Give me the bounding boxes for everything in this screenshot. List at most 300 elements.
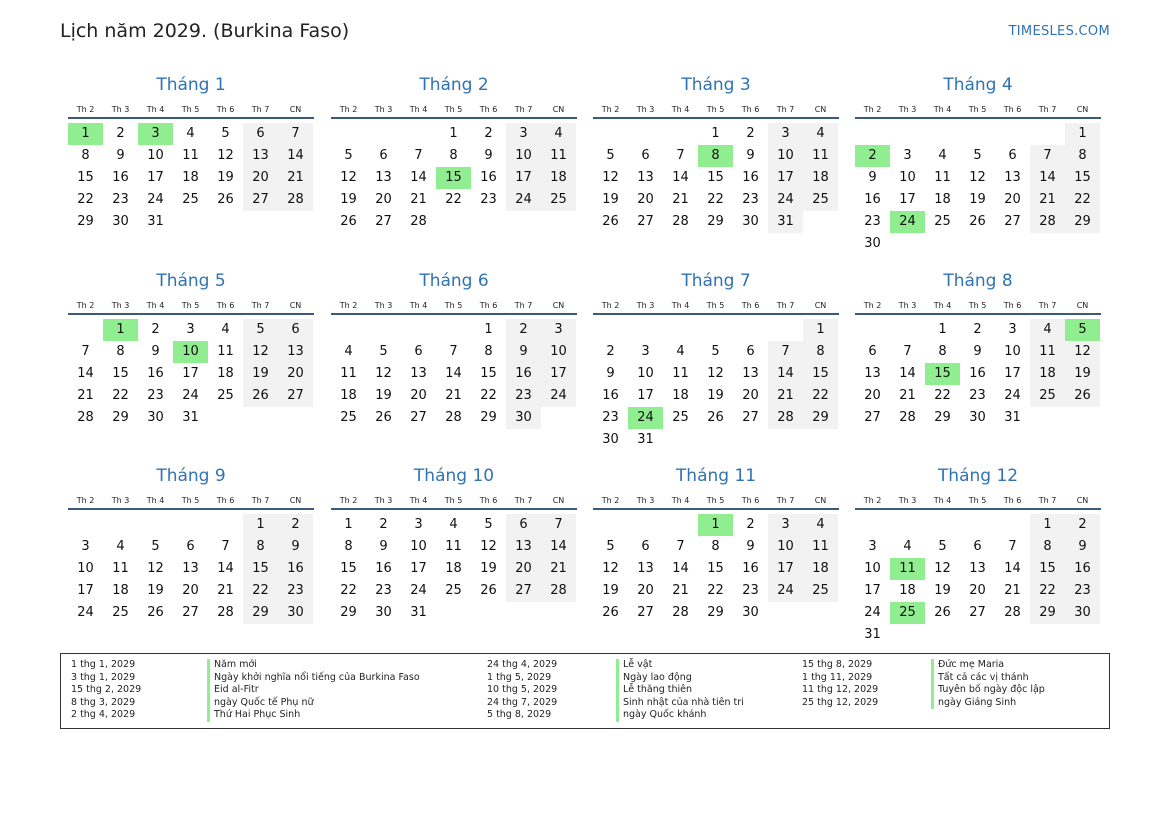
weekday-label: Th 6 bbox=[216, 105, 235, 114]
day-grid bbox=[593, 514, 838, 624]
month-block bbox=[331, 270, 577, 429]
day-cell: 10 bbox=[1004, 344, 1021, 359]
weekday-label: Th 2 bbox=[76, 105, 95, 114]
day-cell: 22 bbox=[1065, 189, 1100, 211]
day-cell: 7 bbox=[1030, 145, 1065, 167]
day-cell: 9 bbox=[116, 148, 125, 163]
day-cell: 24 bbox=[410, 583, 427, 598]
day-cell: 1 bbox=[1030, 514, 1065, 536]
day-cell: 6 bbox=[973, 539, 982, 554]
day-cell: 30 bbox=[278, 602, 313, 624]
day-cell: 2 bbox=[1065, 514, 1100, 536]
day-cell: 20 bbox=[969, 583, 986, 598]
weekday-label: Th 5 bbox=[181, 496, 200, 505]
weekday-label: Th 3 bbox=[898, 496, 917, 505]
day-cell: 18 bbox=[899, 583, 916, 598]
day-cell: 27 bbox=[243, 189, 278, 211]
day-cell: 8 bbox=[484, 344, 493, 359]
day-cell: 7 bbox=[221, 539, 230, 554]
legend-holiday-name: Eid al-Fitr bbox=[207, 684, 420, 697]
month-title: Tháng 6 bbox=[419, 271, 489, 291]
day-cell: 25 bbox=[1030, 385, 1065, 407]
legend-holiday-name: Lễ vật bbox=[616, 659, 744, 672]
day-cell: 29 bbox=[934, 410, 951, 425]
day-cell: 23 bbox=[112, 192, 129, 207]
day-cell: 18 bbox=[934, 192, 951, 207]
day-cell: 20 bbox=[637, 192, 654, 207]
day-cell: 20 bbox=[375, 192, 392, 207]
day-cell: 25 bbox=[541, 189, 576, 211]
holiday-day-cell: 5 bbox=[1065, 319, 1100, 341]
day-cell: 23 bbox=[864, 214, 881, 229]
weekday-label: Th 3 bbox=[636, 301, 655, 310]
weekday-label: Th 2 bbox=[601, 301, 620, 310]
day-cell: 24 bbox=[182, 388, 199, 403]
weekday-label: CN bbox=[289, 105, 302, 114]
day-cell: 5 bbox=[484, 517, 493, 532]
legend-date-column bbox=[71, 659, 141, 722]
day-cell: 12 bbox=[147, 561, 164, 576]
day-cell: 14 bbox=[77, 366, 94, 381]
day-cell: 8 bbox=[449, 148, 458, 163]
day-cell: 28 bbox=[899, 410, 916, 425]
day-cell: 26 bbox=[217, 192, 234, 207]
day-cell: 30 bbox=[375, 605, 392, 620]
holiday-day-cell: 2 bbox=[855, 145, 890, 167]
day-cell: 22 bbox=[1030, 580, 1065, 602]
weekday-label: Th 2 bbox=[863, 105, 882, 114]
empty-cell bbox=[733, 319, 768, 341]
day-cell: 17 bbox=[147, 170, 164, 185]
day-cell: 5 bbox=[606, 539, 615, 554]
day-cell: 12 bbox=[1065, 341, 1100, 363]
legend-holiday-name: Sinh nhật của nhà tiên tri bbox=[616, 697, 744, 710]
day-cell: 19 bbox=[147, 583, 164, 598]
day-cell: 8 bbox=[344, 539, 353, 554]
day-cell: 9 bbox=[606, 366, 615, 381]
weekday-label: Th 7 bbox=[514, 301, 533, 310]
day-cell: 23 bbox=[375, 583, 392, 598]
empty-cell bbox=[925, 514, 960, 536]
day-cell: 2 bbox=[484, 126, 493, 141]
weekday-label: Th 3 bbox=[636, 496, 655, 505]
weekday-label: Th 4 bbox=[671, 496, 690, 505]
weekday-label: Th 5 bbox=[444, 496, 463, 505]
weekday-label: Th 7 bbox=[251, 496, 270, 505]
weekday-label: Th 5 bbox=[706, 301, 725, 310]
weekday-label: Th 6 bbox=[479, 105, 498, 114]
day-cell: 5 bbox=[973, 148, 982, 163]
day-cell: 15 bbox=[112, 366, 129, 381]
day-cell: 8 bbox=[81, 148, 90, 163]
day-cell: 30 bbox=[742, 214, 759, 229]
day-grid bbox=[855, 514, 1100, 646]
weekday-header bbox=[68, 103, 314, 119]
day-cell: 14 bbox=[445, 366, 462, 381]
day-cell: 7 bbox=[768, 341, 803, 363]
empty-cell bbox=[663, 514, 698, 536]
weekday-label: Th 3 bbox=[111, 301, 130, 310]
day-cell: 27 bbox=[637, 605, 654, 620]
day-cell: 25 bbox=[182, 192, 199, 207]
day-cell: 10 bbox=[541, 341, 576, 363]
month-block bbox=[855, 270, 1101, 429]
day-cell: 14 bbox=[672, 561, 689, 576]
day-cell: 9 bbox=[151, 344, 160, 359]
weekday-label: CN bbox=[1076, 105, 1089, 114]
day-cell: 7 bbox=[449, 344, 458, 359]
day-cell: 15 bbox=[480, 366, 497, 381]
day-cell: 25 bbox=[803, 580, 838, 602]
legend-date: 1 thg 1, 2029 bbox=[71, 659, 136, 670]
weekday-label: Th 6 bbox=[741, 496, 760, 505]
day-cell: 22 bbox=[707, 192, 724, 207]
empty-cell bbox=[68, 514, 103, 536]
day-cell: 16 bbox=[1065, 558, 1100, 580]
month-block bbox=[855, 74, 1101, 255]
day-cell: 13 bbox=[375, 170, 392, 185]
day-cell: 19 bbox=[375, 388, 392, 403]
day-cell: 14 bbox=[1004, 561, 1021, 576]
day-cell: 21 bbox=[410, 192, 427, 207]
day-cell: 5 bbox=[606, 148, 615, 163]
weekday-label: Th 2 bbox=[601, 105, 620, 114]
day-cell: 24 bbox=[541, 385, 576, 407]
day-cell: 14 bbox=[899, 366, 916, 381]
day-cell: 21 bbox=[445, 388, 462, 403]
weekday-label: Th 5 bbox=[968, 496, 987, 505]
day-cell: 29 bbox=[803, 407, 838, 429]
day-cell: 24 bbox=[1004, 388, 1021, 403]
weekday-label: CN bbox=[552, 301, 565, 310]
day-cell: 13 bbox=[182, 561, 199, 576]
month-title: Tháng 12 bbox=[937, 466, 1019, 486]
day-cell: 23 bbox=[969, 388, 986, 403]
day-cell: 13 bbox=[243, 145, 278, 167]
month-title: Tháng 11 bbox=[675, 466, 757, 486]
day-cell: 15 bbox=[707, 561, 724, 576]
day-cell: 7 bbox=[278, 123, 313, 145]
day-cell: 26 bbox=[969, 214, 986, 229]
day-cell: 1 bbox=[1065, 123, 1100, 145]
day-cell: 18 bbox=[803, 558, 838, 580]
holiday-day-cell: 1 bbox=[103, 319, 138, 341]
legend-date: 1 thg 5, 2029 bbox=[487, 671, 552, 683]
empty-cell bbox=[855, 514, 890, 536]
weekday-label: Th 3 bbox=[374, 496, 393, 505]
day-cell: 27 bbox=[410, 410, 427, 425]
day-cell: 16 bbox=[375, 561, 392, 576]
weekday-label: Th 7 bbox=[776, 496, 795, 505]
day-cell: 18 bbox=[340, 388, 357, 403]
legend-name-column bbox=[931, 659, 1045, 709]
day-cell: 12 bbox=[602, 170, 619, 185]
weekday-label: Th 4 bbox=[146, 301, 165, 310]
day-cell: 18 bbox=[182, 170, 199, 185]
month-block bbox=[855, 465, 1101, 646]
day-cell: 15 bbox=[77, 170, 94, 185]
day-cell: 23 bbox=[147, 388, 164, 403]
day-grid bbox=[855, 319, 1100, 429]
day-cell: 25 bbox=[803, 189, 838, 211]
day-cell: 6 bbox=[746, 344, 755, 359]
day-cell: 17 bbox=[410, 561, 427, 576]
day-cell: 5 bbox=[344, 148, 353, 163]
day-cell: 18 bbox=[672, 388, 689, 403]
legend-date: 10 thg 5, 2029 bbox=[487, 684, 558, 695]
day-cell: 6 bbox=[278, 319, 313, 341]
day-cell: 12 bbox=[480, 539, 497, 554]
weekday-label: Th 3 bbox=[111, 105, 130, 114]
day-cell: 15 bbox=[340, 561, 357, 576]
day-cell: 31 bbox=[637, 432, 654, 447]
day-cell: 1 bbox=[484, 322, 493, 337]
day-cell: 28 bbox=[768, 407, 803, 429]
legend-date: 1 thg 11, 2029 bbox=[802, 671, 873, 683]
day-cell: 22 bbox=[77, 192, 94, 207]
day-cell: 19 bbox=[934, 583, 951, 598]
day-cell: 12 bbox=[707, 366, 724, 381]
day-cell: 29 bbox=[707, 214, 724, 229]
day-cell: 15 bbox=[707, 170, 724, 185]
day-cell: 30 bbox=[1065, 602, 1100, 624]
empty-cell bbox=[768, 319, 803, 341]
day-cell: 28 bbox=[410, 214, 427, 229]
day-cell: 8 bbox=[1030, 536, 1065, 558]
day-cell: 30 bbox=[602, 432, 619, 447]
empty-cell bbox=[995, 514, 1030, 536]
day-cell: 25 bbox=[217, 388, 234, 403]
day-cell: 9 bbox=[379, 539, 388, 554]
day-cell: 7 bbox=[903, 344, 912, 359]
day-cell: 22 bbox=[803, 385, 838, 407]
legend-date: 3 thg 1, 2029 bbox=[71, 671, 136, 683]
day-cell: 9 bbox=[746, 539, 755, 554]
day-cell: 31 bbox=[1004, 410, 1021, 425]
weekday-label: Th 2 bbox=[339, 496, 358, 505]
day-cell: 29 bbox=[707, 605, 724, 620]
empty-cell bbox=[890, 123, 925, 145]
month-title: Tháng 8 bbox=[943, 271, 1013, 291]
day-cell: 21 bbox=[899, 388, 916, 403]
day-cell: 24 bbox=[768, 580, 803, 602]
legend-date: 11 thg 12, 2029 bbox=[802, 684, 879, 695]
weekday-label: Th 5 bbox=[706, 105, 725, 114]
day-cell: 30 bbox=[506, 407, 541, 429]
day-cell: 21 bbox=[541, 558, 576, 580]
weekday-label: Th 5 bbox=[444, 105, 463, 114]
day-cell: 28 bbox=[445, 410, 462, 425]
day-cell: 12 bbox=[217, 148, 234, 163]
day-cell: 22 bbox=[480, 388, 497, 403]
day-cell: 26 bbox=[243, 385, 278, 407]
weekday-label: Th 7 bbox=[514, 496, 533, 505]
weekday-label: Th 4 bbox=[409, 301, 428, 310]
day-grid bbox=[331, 514, 576, 624]
day-cell: 11 bbox=[340, 366, 357, 381]
day-cell: 21 bbox=[278, 167, 313, 189]
weekday-label: CN bbox=[1076, 301, 1089, 310]
day-cell: 14 bbox=[541, 536, 576, 558]
day-cell: 16 bbox=[602, 388, 619, 403]
day-cell: 22 bbox=[934, 388, 951, 403]
day-cell: 1 bbox=[938, 322, 947, 337]
empty-cell bbox=[663, 123, 698, 145]
empty-cell bbox=[628, 123, 663, 145]
day-cell: 3 bbox=[903, 148, 912, 163]
day-grid bbox=[68, 319, 313, 429]
day-cell: 4 bbox=[449, 517, 458, 532]
day-cell: 28 bbox=[672, 214, 689, 229]
weekday-label: Th 7 bbox=[251, 105, 270, 114]
day-cell: 13 bbox=[637, 561, 654, 576]
day-cell: 26 bbox=[934, 605, 951, 620]
day-cell: 11 bbox=[672, 366, 689, 381]
day-cell: 17 bbox=[182, 366, 199, 381]
weekday-label: Th 4 bbox=[409, 105, 428, 114]
day-cell: 4 bbox=[803, 123, 838, 145]
weekday-label: Th 6 bbox=[216, 496, 235, 505]
day-cell: 25 bbox=[340, 410, 357, 425]
day-cell: 18 bbox=[112, 583, 129, 598]
weekday-label: Th 2 bbox=[863, 496, 882, 505]
day-grid bbox=[855, 123, 1100, 255]
weekday-label: Th 5 bbox=[706, 496, 725, 505]
empty-cell bbox=[401, 123, 436, 145]
day-cell: 20 bbox=[182, 583, 199, 598]
month-block bbox=[68, 270, 314, 429]
day-cell: 3 bbox=[1008, 322, 1017, 337]
legend-holiday-name: Ngày lao động bbox=[616, 672, 744, 685]
day-cell: 31 bbox=[182, 410, 199, 425]
day-cell: 8 bbox=[938, 344, 947, 359]
weekday-label: Th 4 bbox=[933, 496, 952, 505]
weekday-label: Th 7 bbox=[251, 301, 270, 310]
day-cell: 23 bbox=[602, 410, 619, 425]
empty-cell bbox=[173, 514, 208, 536]
day-cell: 7 bbox=[414, 148, 423, 163]
day-cell: 3 bbox=[506, 123, 541, 145]
weekday-label: CN bbox=[814, 496, 827, 505]
weekday-label: Th 4 bbox=[933, 105, 952, 114]
day-cell: 17 bbox=[77, 583, 94, 598]
day-cell: 27 bbox=[182, 605, 199, 620]
weekday-label: Th 5 bbox=[444, 301, 463, 310]
day-cell: 23 bbox=[480, 192, 497, 207]
legend-date: 24 thg 7, 2029 bbox=[487, 696, 558, 708]
site-link[interactable]: TIMESLES.COM bbox=[1008, 24, 1110, 39]
day-cell: 16 bbox=[742, 561, 759, 576]
month-block bbox=[593, 74, 839, 233]
holiday-day-cell: 1 bbox=[68, 123, 103, 145]
day-cell: 12 bbox=[969, 170, 986, 185]
legend-holiday-name: ngày Quốc khánh bbox=[616, 709, 744, 722]
day-cell: 12 bbox=[934, 561, 951, 576]
empty-cell bbox=[890, 319, 925, 341]
day-cell: 14 bbox=[217, 561, 234, 576]
day-cell: 6 bbox=[868, 344, 877, 359]
weekday-label: CN bbox=[289, 301, 302, 310]
legend-name-column bbox=[616, 659, 744, 722]
day-cell: 30 bbox=[969, 410, 986, 425]
day-cell: 20 bbox=[278, 363, 313, 385]
day-cell: 20 bbox=[864, 388, 881, 403]
day-cell: 25 bbox=[934, 214, 951, 229]
day-cell: 27 bbox=[506, 580, 541, 602]
empty-cell bbox=[366, 123, 401, 145]
weekday-header bbox=[855, 494, 1101, 510]
weekday-label: CN bbox=[814, 105, 827, 114]
day-cell: 28 bbox=[1004, 605, 1021, 620]
day-cell: 16 bbox=[742, 170, 759, 185]
weekday-label: Th 7 bbox=[1038, 105, 1057, 114]
weekday-label: Th 3 bbox=[374, 105, 393, 114]
empty-cell bbox=[331, 319, 366, 341]
day-cell: 27 bbox=[375, 214, 392, 229]
day-cell: 18 bbox=[803, 167, 838, 189]
day-cell: 10 bbox=[637, 366, 654, 381]
day-cell: 6 bbox=[641, 539, 650, 554]
day-cell: 10 bbox=[410, 539, 427, 554]
day-cell: 17 bbox=[541, 363, 576, 385]
day-cell: 4 bbox=[116, 539, 125, 554]
weekday-label: Th 3 bbox=[111, 496, 130, 505]
day-cell: 23 bbox=[506, 385, 541, 407]
day-cell: 19 bbox=[707, 388, 724, 403]
day-cell: 4 bbox=[803, 514, 838, 536]
day-cell: 28 bbox=[541, 580, 576, 602]
day-cell: 15 bbox=[243, 558, 278, 580]
weekday-label: Th 2 bbox=[339, 105, 358, 114]
legend-date: 5 thg 8, 2029 bbox=[487, 709, 552, 720]
month-block bbox=[593, 465, 839, 624]
weekday-label: Th 2 bbox=[863, 301, 882, 310]
day-cell: 17 bbox=[637, 388, 654, 403]
day-cell: 3 bbox=[541, 319, 576, 341]
day-cell: 31 bbox=[147, 214, 164, 229]
legend-holiday-name: Tuyên bố ngày độc lập bbox=[931, 684, 1045, 697]
empty-cell bbox=[138, 514, 173, 536]
day-cell: 5 bbox=[938, 539, 947, 554]
weekday-label: Th 4 bbox=[146, 105, 165, 114]
day-cell: 22 bbox=[340, 583, 357, 598]
day-cell: 6 bbox=[243, 123, 278, 145]
day-cell: 16 bbox=[147, 366, 164, 381]
day-cell: 15 bbox=[803, 363, 838, 385]
day-cell: 9 bbox=[506, 341, 541, 363]
day-grid bbox=[331, 123, 576, 233]
day-grid bbox=[331, 319, 576, 429]
day-cell: 19 bbox=[602, 583, 619, 598]
day-cell: 13 bbox=[864, 366, 881, 381]
day-cell: 14 bbox=[410, 170, 427, 185]
day-cell: 8 bbox=[711, 539, 720, 554]
day-cell: 4 bbox=[1030, 319, 1065, 341]
day-cell: 21 bbox=[672, 583, 689, 598]
day-cell: 2 bbox=[379, 517, 388, 532]
empty-cell bbox=[995, 123, 1030, 145]
day-cell: 9 bbox=[973, 344, 982, 359]
empty-cell bbox=[698, 319, 733, 341]
day-cell: 13 bbox=[637, 170, 654, 185]
weekday-label: CN bbox=[1076, 496, 1089, 505]
day-cell: 9 bbox=[868, 170, 877, 185]
day-cell: 30 bbox=[147, 410, 164, 425]
weekday-label: Th 3 bbox=[636, 105, 655, 114]
day-cell: 6 bbox=[186, 539, 195, 554]
weekday-label: Th 2 bbox=[76, 496, 95, 505]
empty-cell bbox=[593, 319, 628, 341]
